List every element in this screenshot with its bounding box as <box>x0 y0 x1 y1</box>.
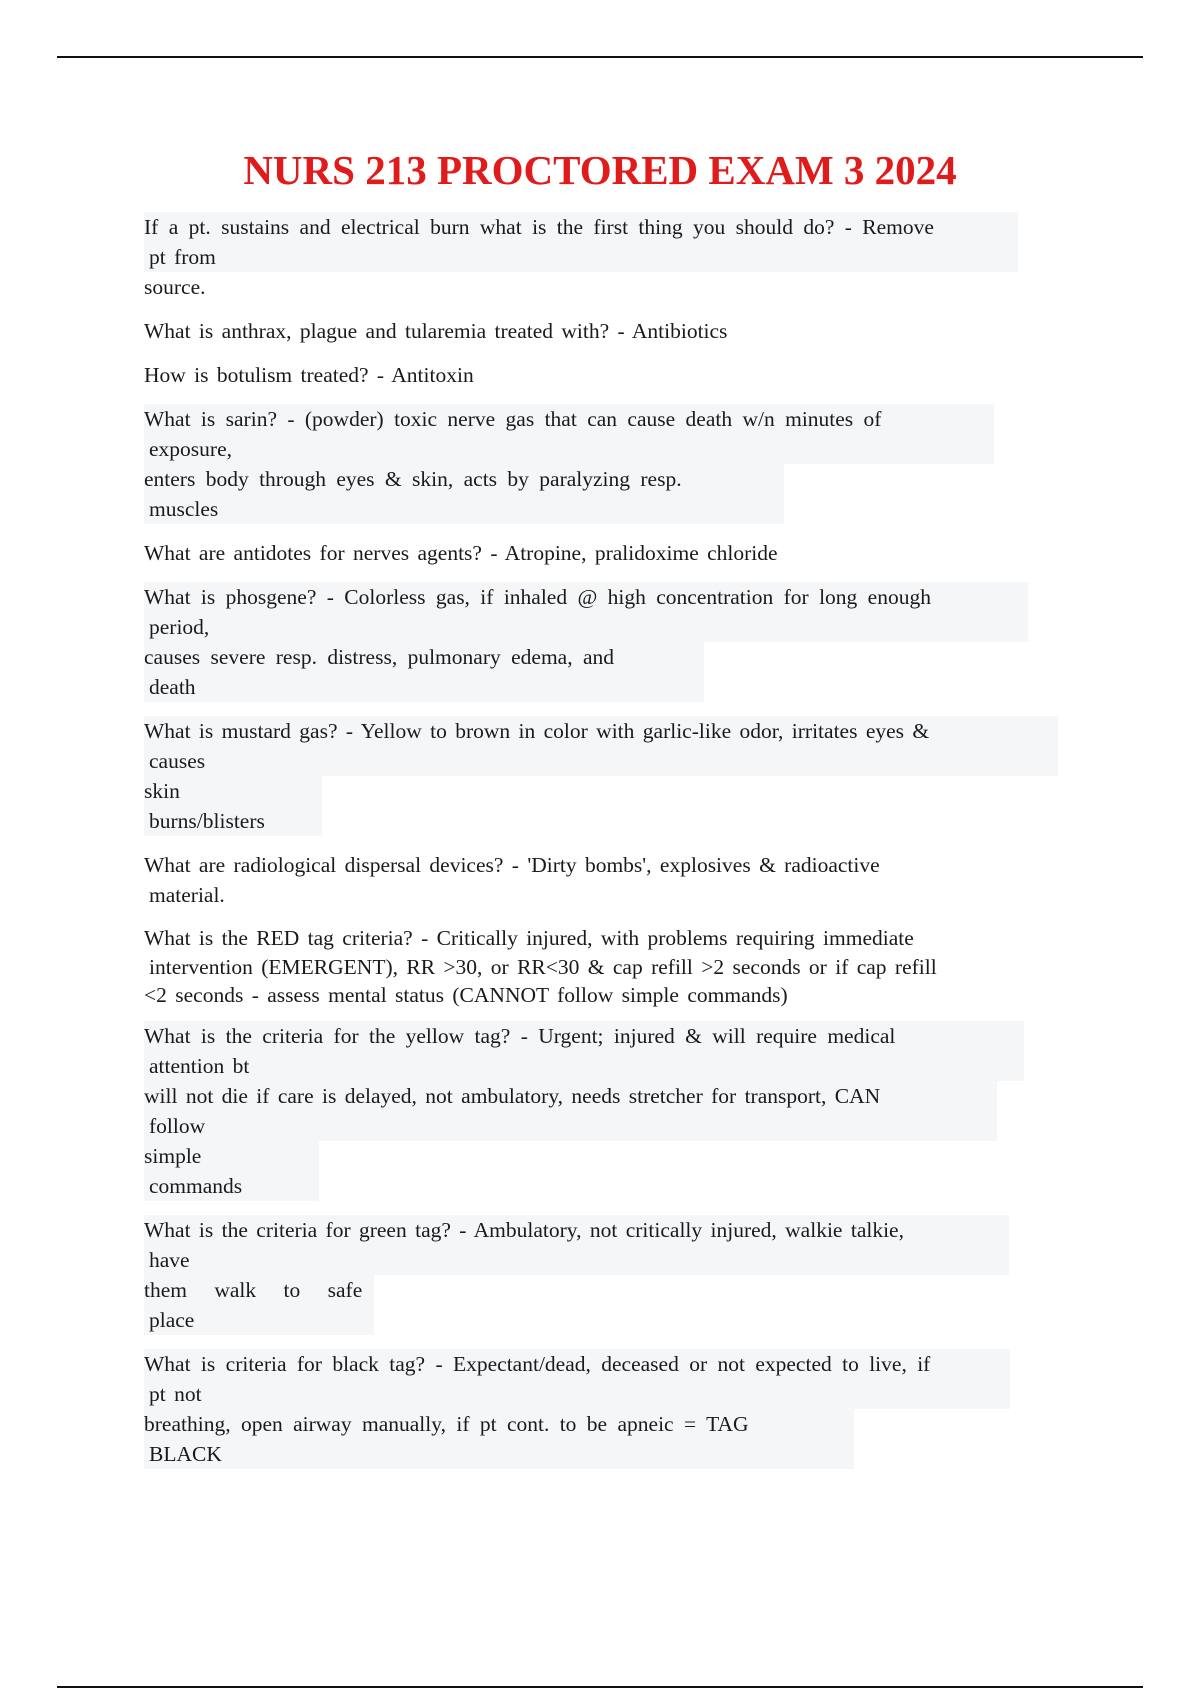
qa-item-botulism <box>144 360 1064 390</box>
qa-line: enters body through eyes & skin, acts by paralyzing resp. <box>144 464 784 494</box>
qa-item-black-tag <box>144 1349 1064 1469</box>
qa-line: simple <box>144 1141 319 1171</box>
qa-line: place <box>144 1305 374 1335</box>
document-title: NURS 213 PROCTORED EXAM 3 2024 <box>243 147 957 193</box>
qa-line: have <box>144 1245 1009 1275</box>
qa-item-yellow-tag <box>144 1021 1064 1201</box>
qa-item-radiological-devices <box>144 850 1064 910</box>
qa-line: What is the criteria for the yellow tag? - Urgent; injured & will require medical <box>144 1021 1024 1051</box>
qa-line: What is sarin? - (powder) toxic nerve gas that can cause death w/n minutes of <box>144 404 994 434</box>
qa-item-nerve-agent-antidotes <box>144 538 1064 568</box>
qa-line: intervention (EMERGENT), RR >30, or RR<30 & cap refill >2 seconds or if cap refill <box>149 955 937 979</box>
qa-line: muscles <box>144 494 784 524</box>
qa-line: What is phosgene? - Colorless gas, if inhaled @ high concentration for long enough <box>144 582 1028 612</box>
qa-line: follow <box>144 1111 997 1141</box>
qa-list <box>144 212 1064 1483</box>
qa-line: How is botulism treated? - Antitoxin <box>144 363 474 387</box>
qa-line: breathing, open airway manually, if pt cont. to be apneic = TAG <box>144 1409 854 1439</box>
qa-line: pt not <box>144 1379 1010 1409</box>
qa-line: commands <box>144 1171 319 1201</box>
qa-item-phosgene <box>144 582 1064 702</box>
qa-line: attention bt <box>144 1051 1024 1081</box>
qa-line: What is the criteria for green tag? - Ambulatory, not critically injured, walkie talkie, <box>144 1215 1009 1245</box>
qa-line: If a pt. sustains and electrical burn what is the first thing you should do? - Remove <box>144 212 1018 242</box>
qa-line: causes <box>144 746 1058 776</box>
bottom-divider <box>57 1686 1143 1688</box>
qa-item-sarin <box>144 404 1064 524</box>
top-divider <box>57 56 1143 58</box>
qa-line: burns/blisters <box>144 806 322 836</box>
qa-line: causes severe resp. distress, pulmonary edema, and <box>144 642 704 672</box>
qa-item-mustard-gas <box>144 716 1064 836</box>
qa-line: period, <box>144 612 1028 642</box>
qa-line: What is anthrax, plague and tularemia treated with? - Antibiotics <box>144 319 728 343</box>
qa-line: What are radiological dispersal devices? - 'Dirty bombs', explosives & radioactive <box>144 853 880 877</box>
qa-line: BLACK <box>144 1439 854 1469</box>
qa-line: What is mustard gas? - Yellow to brown in color with garlic-like odor, irritates eyes & <box>144 716 1058 746</box>
qa-item-anthrax <box>144 316 1064 346</box>
qa-line: will not die if care is delayed, not ambulatory, needs stretcher for transport, CAN <box>144 1081 997 1111</box>
qa-item-electrical-burn <box>144 212 1064 302</box>
qa-line: source. <box>144 275 206 299</box>
qa-line: What is the RED tag criteria? - Critically injured, with problems requiring immediate <box>144 926 914 950</box>
qa-line: <2 seconds - assess mental status (CANNOT follow simple commands) <box>144 983 788 1007</box>
qa-line: them walk to safe <box>144 1275 374 1305</box>
qa-line: material. <box>149 883 225 907</box>
qa-line: death <box>144 672 704 702</box>
qa-line: What is criteria for black tag? - Expectant/dead, deceased or not expected to live, if <box>144 1349 1010 1379</box>
qa-item-red-tag <box>144 924 1064 1009</box>
qa-line: skin <box>144 776 322 806</box>
qa-line: pt from <box>144 242 1018 272</box>
qa-line: What are antidotes for nerves agents? - Atropine, pralidoxime chloride <box>144 541 778 565</box>
qa-line: exposure, <box>144 434 994 464</box>
qa-item-green-tag <box>144 1215 1064 1335</box>
